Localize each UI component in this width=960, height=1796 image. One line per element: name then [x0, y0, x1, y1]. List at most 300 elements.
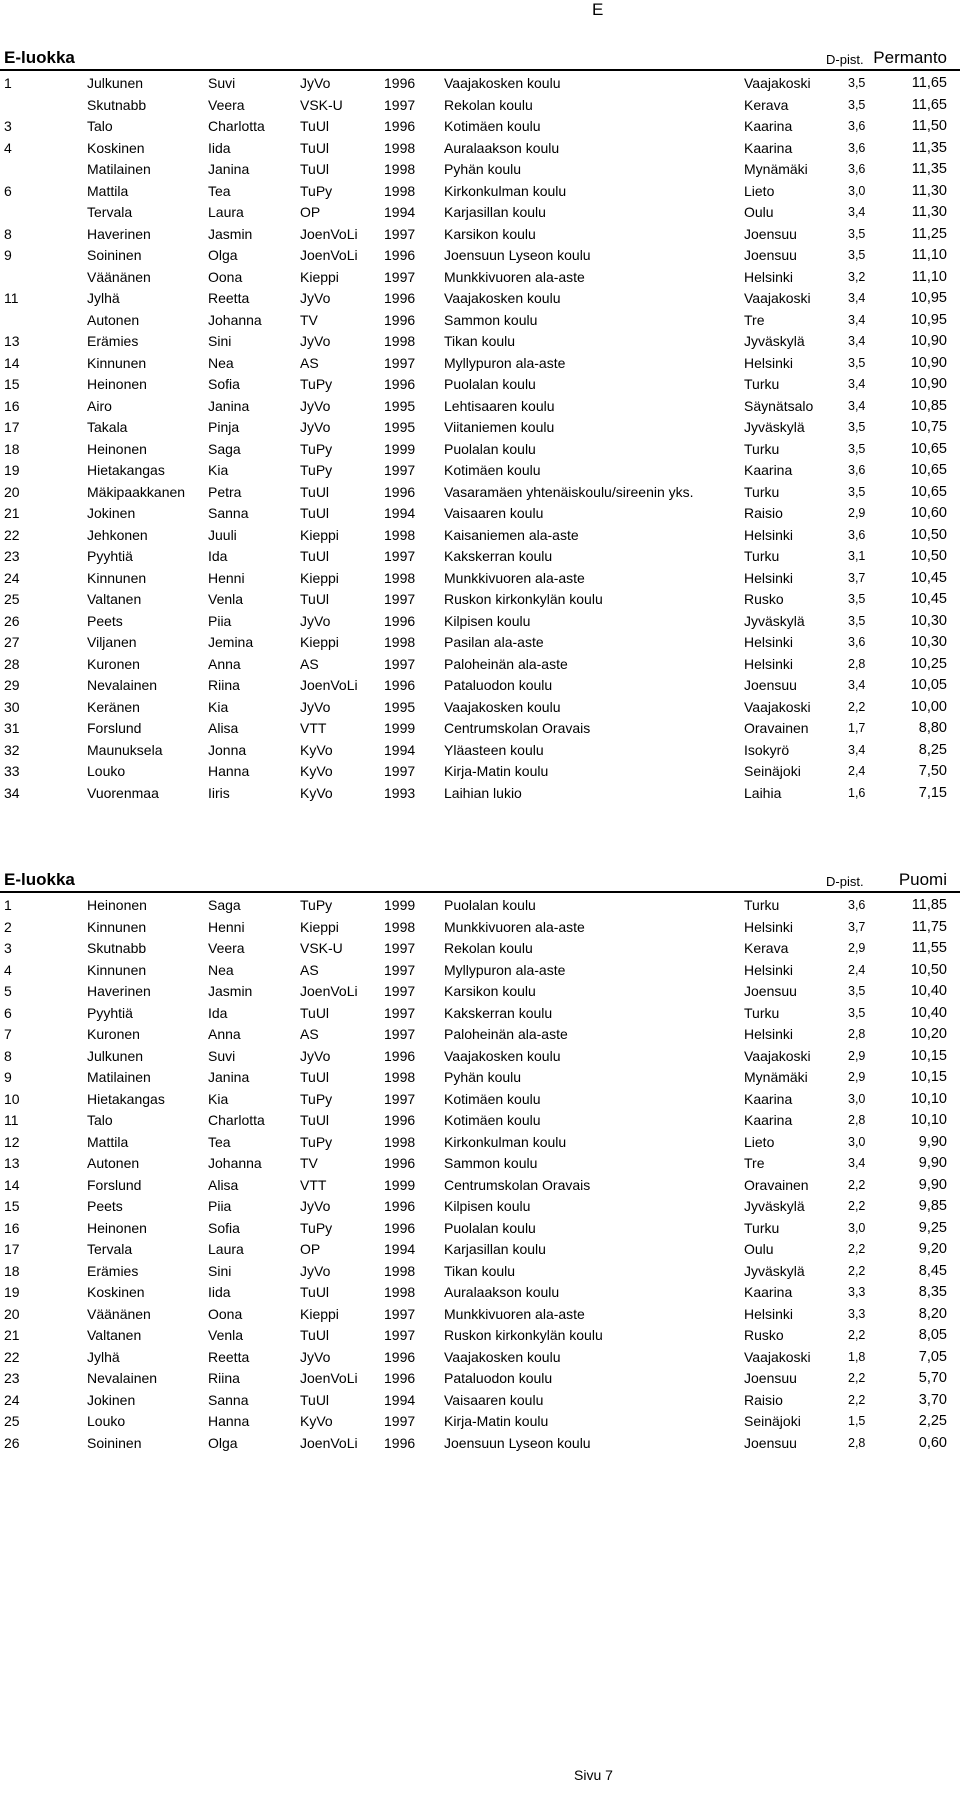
cell-first-name: Sanna	[208, 1391, 249, 1408]
cell-town: Laihia	[744, 784, 782, 801]
table-row	[0, 353, 960, 375]
cell-first-name: Anna	[208, 1026, 241, 1042]
results-section-permanto	[0, 46, 960, 804]
cell-birth-year: 1994	[384, 1391, 416, 1408]
results-table	[0, 895, 960, 1454]
cell-rank: 20	[4, 483, 20, 500]
cell-difficulty-score: 2,4	[848, 962, 866, 977]
cell-total-score: 10,40	[910, 983, 947, 999]
cell-school: Rekolan koulu	[444, 96, 533, 113]
cell-total-score: 10,65	[910, 462, 947, 478]
table-row	[0, 675, 960, 697]
cell-town: Tre	[744, 311, 765, 328]
cell-first-name: Janina	[208, 161, 250, 177]
cell-school: Vaisaaren koulu	[444, 505, 544, 521]
cell-rank: 14	[4, 1176, 20, 1193]
cell-difficulty-score: 3,5	[848, 420, 866, 434]
cell-difficulty-score: 3,4	[848, 205, 866, 219]
cell-last-name: Peets	[87, 1198, 123, 1214]
cell-school: Kotimäen koulu	[444, 462, 541, 478]
cell-birth-year: 1998	[384, 918, 416, 935]
cell-school: Pyhän koulu	[444, 161, 522, 177]
cell-rank: 27	[4, 634, 20, 650]
cell-difficulty-score: 3,5	[848, 1005, 866, 1020]
cell-rank: 15	[4, 376, 20, 392]
cell-difficulty-score: 3,6	[848, 635, 866, 649]
table-row	[0, 1282, 960, 1304]
cell-town: Turku	[744, 440, 780, 457]
cell-club: TuPy	[300, 1133, 333, 1150]
cell-club: OP	[300, 1241, 321, 1257]
cell-first-name: Ida	[208, 1004, 228, 1021]
cell-rank: 31	[4, 720, 20, 736]
cell-club: Kieppi	[300, 918, 339, 935]
cell-difficulty-score: 3,5	[848, 592, 866, 606]
cell-difficulty-score: 3,6	[848, 140, 866, 155]
table-row	[0, 439, 960, 461]
cell-difficulty-score: 3,1	[848, 549, 866, 563]
cell-rank: 17	[4, 1241, 20, 1257]
table-row	[0, 1347, 960, 1369]
cell-last-name: Talo	[87, 1112, 113, 1128]
cell-town: Seinäjoki	[744, 1413, 801, 1429]
cell-difficulty-score: 3,5	[848, 355, 866, 370]
cell-rank: 28	[4, 655, 20, 672]
cell-club: JyVo	[300, 419, 331, 435]
cell-birth-year: 1996	[384, 75, 416, 91]
cell-birth-year: 1997	[384, 591, 416, 607]
cell-school: Pataluodon koulu	[444, 677, 553, 693]
cell-school: Puolalan koulu	[444, 440, 536, 457]
cell-rank: 16	[4, 1219, 20, 1236]
cell-rank: 1	[4, 897, 12, 913]
cell-school: Paloheinän ala-aste	[444, 655, 568, 672]
cell-difficulty-score: 3,4	[848, 334, 866, 348]
cell-total-score: 10,65	[910, 440, 947, 457]
cell-club: JyVo	[300, 290, 331, 306]
cell-school: Rekolan koulu	[444, 940, 533, 956]
cell-first-name: Jemina	[208, 634, 254, 650]
cell-total-score: 8,45	[918, 1262, 947, 1279]
cell-town: Raisio	[744, 1391, 783, 1408]
cell-rank: 5	[4, 983, 12, 999]
cell-difficulty-score: 2,9	[848, 506, 866, 520]
table-row	[0, 718, 960, 740]
cell-club: TuUl	[300, 1069, 330, 1085]
cell-school: Vaajakosken koulu	[444, 1047, 561, 1064]
cell-school: Vaisaaren koulu	[444, 1391, 544, 1408]
cell-birth-year: 1998	[384, 634, 416, 650]
cell-difficulty-score: 2,8	[848, 656, 866, 671]
cell-total-score: 10,90	[910, 354, 947, 371]
cell-first-name: Veera	[208, 940, 245, 956]
table-row	[0, 1003, 960, 1025]
cell-school: Myllypuron ala-aste	[444, 354, 566, 371]
cell-first-name: Saga	[208, 897, 241, 913]
cell-last-name: Jylhä	[87, 290, 120, 306]
table-row	[0, 1089, 960, 1111]
cell-first-name: Johanna	[208, 311, 262, 328]
cell-club: TuUl	[300, 1327, 330, 1343]
cell-rank: 18	[4, 440, 20, 457]
cell-total-score: 9,90	[918, 1176, 947, 1193]
table-row	[0, 245, 960, 267]
cell-town: Joensuu	[744, 225, 797, 242]
cell-first-name: Oona	[208, 1305, 243, 1322]
cell-first-name: Petra	[208, 483, 242, 500]
cell-school: Joensuun Lyseon koulu	[444, 247, 591, 263]
table-row	[0, 331, 960, 353]
cell-town: Joensuu	[744, 1434, 797, 1451]
cell-first-name: Jonna	[208, 741, 247, 758]
cell-total-score: 10,10	[910, 1090, 947, 1107]
cell-club: JoenVoLi	[300, 983, 358, 999]
cell-rank: 19	[4, 1284, 20, 1300]
cell-first-name: Juuli	[208, 526, 237, 543]
cell-total-score: 10,95	[910, 311, 947, 328]
cell-first-name: Olga	[208, 1434, 238, 1451]
cell-first-name: Reetta	[208, 290, 250, 306]
cell-town: Joensuu	[744, 1370, 797, 1386]
cell-birth-year: 1997	[384, 1026, 416, 1042]
results-section-puomi	[0, 868, 960, 1454]
cell-town: Helsinki	[744, 354, 794, 371]
cell-total-score: 11,35	[911, 139, 947, 156]
cell-last-name: Airo	[87, 397, 112, 414]
cell-club: TuUl	[300, 1004, 330, 1021]
cell-difficulty-score: 3,7	[848, 919, 866, 934]
cell-last-name: Haverinen	[87, 983, 151, 999]
cell-total-score: 8,35	[918, 1284, 947, 1300]
cell-difficulty-score: 3,5	[848, 76, 866, 90]
cell-school: Pyhän koulu	[444, 1069, 522, 1085]
table-row	[0, 761, 960, 783]
cell-school: Kilpisen koulu	[444, 1198, 531, 1214]
cell-town: Lieto	[744, 182, 775, 199]
cell-club: OP	[300, 204, 321, 220]
cell-town: Kerava	[744, 940, 789, 956]
cell-birth-year: 1996	[384, 1219, 416, 1236]
cell-club: JoenVoLi	[300, 247, 358, 263]
table-row	[0, 288, 960, 310]
cell-rank: 8	[4, 225, 12, 242]
cell-rank: 7	[4, 1026, 12, 1042]
cell-club: TuPy	[300, 462, 333, 478]
table-row	[0, 95, 960, 117]
cell-last-name: Louko	[87, 1413, 126, 1429]
cell-total-score: 7,50	[918, 763, 947, 779]
cell-total-score: 10,00	[910, 698, 947, 715]
table-row	[0, 1024, 960, 1046]
cell-last-name: Maunuksela	[87, 741, 163, 758]
cell-rank: 8	[4, 1047, 12, 1064]
cell-rank: 9	[4, 1069, 12, 1085]
cell-school: Pataluodon koulu	[444, 1370, 553, 1386]
cell-last-name: Jehkonen	[87, 526, 148, 543]
cell-birth-year: 1997	[384, 763, 416, 779]
cell-first-name: Charlotta	[208, 1112, 265, 1128]
cell-birth-year: 1996	[384, 1370, 416, 1386]
cell-school: Ruskon kirkonkylän koulu	[444, 1327, 603, 1343]
cell-total-score: 10,45	[910, 591, 947, 607]
header-divider	[0, 891, 960, 893]
table-row	[0, 181, 960, 203]
cell-total-score: 11,85	[911, 897, 947, 913]
cell-first-name: Tea	[208, 182, 231, 199]
cell-town: Vaajakoski	[744, 1348, 811, 1365]
cell-first-name: Sofia	[208, 376, 240, 392]
cell-rank: 25	[4, 1413, 20, 1429]
cell-last-name: Heinonen	[87, 897, 147, 913]
section-title: E-luokka	[4, 48, 75, 67]
cell-difficulty-score: 2,2	[848, 1177, 866, 1192]
cell-first-name: Veera	[208, 96, 245, 113]
cell-first-name: Iida	[208, 1284, 231, 1300]
cell-club: TuPy	[300, 440, 333, 457]
table-row	[0, 1132, 960, 1154]
cell-last-name: Autonen	[87, 311, 140, 328]
cell-last-name: Takala	[87, 419, 128, 435]
cell-first-name: Olga	[208, 247, 238, 263]
cell-rank: 11	[4, 290, 19, 306]
cell-club: TuUl	[300, 483, 330, 500]
table-row	[0, 1218, 960, 1240]
cell-total-score: 7,15	[918, 784, 947, 801]
cell-town: Turku	[744, 897, 780, 913]
cell-first-name: Janina	[208, 397, 250, 414]
cell-first-name: Reetta	[208, 1348, 250, 1365]
cell-first-name: Piia	[208, 1198, 232, 1214]
cell-school: Kirja-Matin koulu	[444, 763, 549, 779]
cell-difficulty-score: 3,7	[848, 570, 866, 585]
cell-rank: 30	[4, 698, 20, 715]
cell-school: Centrumskolan Oravais	[444, 1176, 591, 1193]
cell-total-score: 11,35	[911, 161, 947, 177]
cell-last-name: Pyyhtiä	[87, 548, 133, 564]
cell-total-score: 10,50	[910, 548, 947, 564]
cell-town: Kaarina	[744, 1112, 793, 1128]
cell-difficulty-score: 3,0	[848, 1091, 866, 1106]
cell-club: TuUl	[300, 139, 330, 156]
cell-town: Helsinki	[744, 918, 794, 935]
cell-total-score: 10,15	[910, 1047, 947, 1064]
cell-total-score: 10,15	[910, 1069, 947, 1085]
cell-first-name: Iiris	[208, 784, 230, 801]
cell-rank: 25	[4, 591, 20, 607]
cell-town: Rusko	[744, 591, 784, 607]
cell-town: Oravainen	[744, 720, 809, 736]
cell-last-name: Kuronen	[87, 1026, 140, 1042]
cell-first-name: Suvi	[208, 1047, 236, 1064]
cell-difficulty-score: 3,5	[848, 226, 866, 241]
cell-difficulty-score: 1,5	[848, 1414, 866, 1428]
cell-difficulty-score: 2,9	[848, 1070, 866, 1084]
cell-school: Kakskerran koulu	[444, 1004, 553, 1021]
cell-birth-year: 1996	[384, 311, 416, 328]
table-row	[0, 1153, 960, 1175]
cell-last-name: Autonen	[87, 1155, 140, 1171]
cell-rank: 6	[4, 182, 12, 199]
cell-difficulty-score: 2,8	[848, 1435, 866, 1450]
cell-rank: 23	[4, 548, 20, 564]
cell-school: Kilpisen koulu	[444, 612, 531, 629]
page-letter: E	[592, 0, 604, 19]
cell-birth-year: 1997	[384, 983, 416, 999]
cell-town: Jyväskylä	[744, 1198, 805, 1214]
cell-difficulty-score: 2,2	[848, 1263, 866, 1278]
cell-school: Myllypuron ala-aste	[444, 961, 566, 978]
cell-club: TuUl	[300, 548, 330, 564]
cell-last-name: Viljanen	[87, 634, 137, 650]
cell-town: Helsinki	[744, 655, 794, 672]
cell-birth-year: 1996	[384, 1155, 416, 1171]
cell-rank: 3	[4, 118, 12, 134]
cell-total-score: 11,10	[911, 268, 947, 285]
cell-rank: 34	[4, 784, 20, 801]
cell-last-name: Mattila	[87, 182, 129, 199]
cell-difficulty-score: 3,4	[848, 742, 866, 757]
cell-birth-year: 1996	[384, 1348, 416, 1365]
cell-first-name: Venla	[208, 591, 244, 607]
cell-last-name: Skutnabb	[87, 96, 147, 113]
cell-last-name: Nevalainen	[87, 1370, 158, 1386]
cell-total-score: 9,20	[918, 1241, 947, 1257]
cell-club: VSK-U	[300, 96, 343, 113]
cell-total-score: 10,65	[910, 483, 947, 500]
cell-rank: 24	[4, 569, 20, 586]
cell-difficulty-score: 3,5	[848, 97, 866, 112]
cell-club: JyVo	[300, 333, 331, 349]
cell-total-score: 9,90	[918, 1155, 947, 1171]
cell-total-score: 11,30	[911, 204, 947, 220]
cell-birth-year: 1998	[384, 526, 416, 543]
cell-difficulty-score: 2,2	[848, 1242, 866, 1256]
cell-town: Tre	[744, 1155, 765, 1171]
cell-rank: 12	[4, 1133, 20, 1150]
cell-birth-year: 1998	[384, 1133, 416, 1150]
event-name: Puomi	[898, 870, 947, 889]
cell-difficulty-score: 2,2	[848, 1371, 866, 1385]
cell-school: Vaajakosken koulu	[444, 698, 561, 715]
header-divider	[0, 69, 960, 71]
cell-school: Munkkivuoren ala-aste	[444, 918, 585, 935]
cell-rank: 32	[4, 741, 20, 758]
cell-birth-year: 1998	[384, 1262, 416, 1279]
cell-difficulty-score: 3,0	[848, 1220, 866, 1235]
cell-rank: 10	[4, 1090, 20, 1107]
cell-club: Kieppi	[300, 634, 339, 650]
cell-last-name: Heinonen	[87, 376, 147, 392]
cell-first-name: Suvi	[208, 75, 236, 91]
table-row	[0, 1067, 960, 1089]
cell-town: Turku	[744, 548, 780, 564]
table-row	[0, 73, 960, 95]
table-row	[0, 697, 960, 719]
cell-total-score: 9,90	[918, 1133, 947, 1150]
cell-rank: 20	[4, 1305, 20, 1322]
cell-club: KyVo	[300, 1413, 333, 1429]
cell-difficulty-score: 3,6	[848, 898, 866, 912]
cell-club: JyVo	[300, 1262, 331, 1279]
cell-first-name: Nea	[208, 354, 234, 371]
cell-town: Oulu	[744, 1241, 774, 1257]
cell-difficulty-score: 2,4	[848, 764, 866, 778]
cell-rank: 4	[4, 139, 12, 156]
cell-birth-year: 1997	[384, 1305, 416, 1322]
cell-club: JyVo	[300, 612, 331, 629]
cell-last-name: Erämies	[87, 1262, 139, 1279]
cell-total-score: 10,40	[910, 1004, 947, 1021]
cell-school: Puolalan koulu	[444, 1219, 536, 1236]
cell-difficulty-score: 1,8	[848, 1349, 866, 1364]
table-row	[0, 1196, 960, 1218]
cell-first-name: Janina	[208, 1069, 250, 1085]
cell-club: JyVo	[300, 75, 331, 91]
cell-birth-year: 1996	[384, 612, 416, 629]
cell-town: Vaajakoski	[744, 290, 811, 306]
cell-first-name: Jasmin	[208, 225, 253, 242]
cell-last-name: Jokinen	[87, 505, 136, 521]
cell-birth-year: 1996	[384, 1112, 416, 1128]
cell-last-name: Louko	[87, 763, 126, 779]
cell-school: Vaajakosken koulu	[444, 75, 561, 91]
cell-first-name: Nea	[208, 961, 234, 978]
cell-town: Rusko	[744, 1327, 784, 1343]
table-row	[0, 1368, 960, 1390]
cell-birth-year: 1997	[384, 655, 416, 672]
cell-first-name: Venla	[208, 1327, 244, 1343]
cell-rank: 13	[4, 1155, 20, 1171]
cell-difficulty-score: 3,4	[848, 1156, 866, 1170]
cell-birth-year: 1998	[384, 569, 416, 586]
cell-last-name: Soininen	[87, 1434, 142, 1451]
page-number: Sivu 7	[574, 1767, 613, 1783]
cell-rank: 26	[4, 612, 20, 629]
cell-first-name: Sanna	[208, 505, 249, 521]
cell-last-name: Valtanen	[87, 1327, 142, 1343]
cell-first-name: Laura	[208, 1241, 244, 1257]
cell-last-name: Väänänen	[87, 268, 151, 285]
table-row	[0, 224, 960, 246]
cell-club: JyVo	[300, 1348, 331, 1365]
cell-club: TuUl	[300, 1112, 330, 1128]
cell-total-score: 8,05	[918, 1327, 947, 1343]
cell-first-name: Oona	[208, 268, 243, 285]
cell-town: Helsinki	[744, 961, 794, 978]
section-title: E-luokka	[4, 870, 75, 889]
cell-total-score: 10,75	[910, 419, 947, 435]
cell-club: TuUl	[300, 161, 330, 177]
cell-total-score: 10,25	[910, 655, 947, 672]
cell-birth-year: 1996	[384, 1047, 416, 1064]
cell-club: TuPy	[300, 897, 333, 913]
cell-birth-year: 1999	[384, 897, 416, 913]
cell-club: TuUl	[300, 591, 330, 607]
cell-school: Sammon koulu	[444, 311, 538, 328]
cell-total-score: 8,25	[918, 741, 947, 758]
cell-difficulty-score: 3,0	[848, 183, 866, 198]
cell-last-name: Valtanen	[87, 591, 142, 607]
cell-town: Seinäjoki	[744, 763, 801, 779]
cell-first-name: Sofia	[208, 1219, 240, 1236]
cell-difficulty-score: 2,2	[848, 699, 866, 714]
cell-difficulty-score: 3,4	[848, 312, 866, 327]
cell-birth-year: 1997	[384, 940, 416, 956]
cell-school: Kotimäen koulu	[444, 1090, 541, 1107]
cell-first-name: Jasmin	[208, 983, 253, 999]
cell-town: Joensuu	[744, 677, 797, 693]
cell-last-name: Mattila	[87, 1133, 129, 1150]
